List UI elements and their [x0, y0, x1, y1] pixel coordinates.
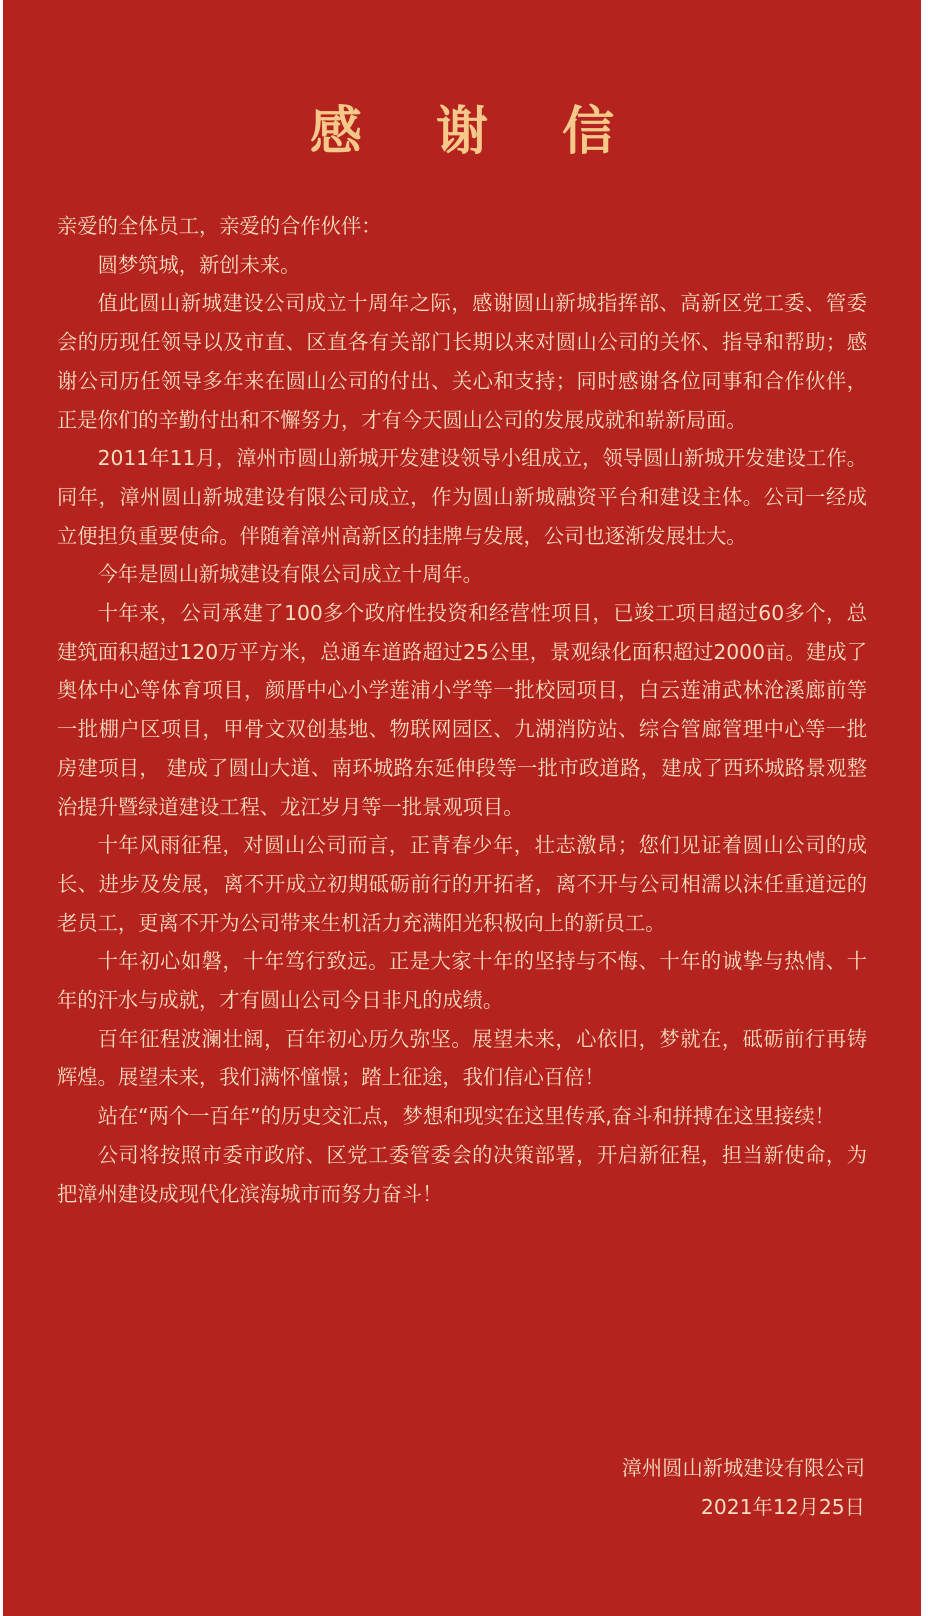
letter-salutation: 亲爱的全体员工，亲爱的合作伙伴：	[57, 214, 382, 238]
letter-paragraph: 2011年11月，漳州市圆山新城开发建设领导小组成立，领导圆山新城开发建设工作。同年，漳州圆山新城建设有限公司成立，作为圆山新城融资平台和建设主体。公司一经成立便担负重要使命。伴随着漳州高新区的挂牌与发展，公司也逐渐发展壮大。	[57, 446, 867, 548]
letter-paragraph: 今年是圆山新城建设有限公司成立十周年。	[97, 562, 483, 587]
letter-paragraph: 圆梦筑城，新创未来。	[97, 252, 301, 277]
thank-you-letter	[3, 0, 921, 1616]
letter-body	[57, 207, 867, 1213]
letter-signature	[622, 1449, 865, 1526]
letter-title: 感 谢 信	[309, 102, 643, 162]
letter-paragraph: 公司将按照市委市政府、区党工委管委会的决策部署，开启新征程，担当新使命，为把漳州建设成现代化滨海城市而努力奋斗！	[57, 1142, 867, 1206]
letter-paragraph: 站在“两个一百年”的历史交汇点，梦想和现实在这里传承,奋斗和拼搏在这里接续！	[97, 1104, 835, 1129]
letter-paragraph: 十年来，公司承建了100多个政府性投资和经营性项目，已竣工项目超过60多个，总建筑面积超过120万平方米，总通车道路超过25公里，景观绿化面积超过2000亩。建成了奥体中心等体育项目，颜厝中心小学莲浦小学等一批校园项目，白云莲浦武林沧溪廊前等一批棚户区项目，甲骨文双创基地、物联网园区、九湖消防站、综合管廊管理中心等一批房建项目， 建成了圆山大道、南环城路东延伸段等一批市政道路，建成了西环城路景观整治提升暨绿道建设工程、龙江岁月等一批景观项目。	[57, 601, 867, 819]
letter-paragraph: 百年征程波澜壮阔，百年初心历久弥坚。展望未来，心依旧，梦就在，砥砺前行再铸辉煌。展望未来，我们满怀憧憬；踏上征途，我们信心百倍！	[57, 1026, 867, 1090]
signature-company: 漳州圆山新城建设有限公司	[621, 1456, 865, 1480]
letter-paragraph: 十年风雨征程，对圆山公司而言，正青春少年，壮志激昂；您们见证着圆山公司的成长、进步及发展，离不开成立初期砥砺前行的开拓者，离不开与公司相濡以沫任重道远的老员工，更离不开为公司带来生机活力充满阳光积极向上的新员工。	[57, 833, 867, 935]
letter-paragraph: 值此圆山新城建设公司成立十周年之际，感谢圆山新城指挥部、高新区党工委、管委会的历现任领导以及市直、区直各有关部门长期以来对圆山公司的关怀、指导和帮助；感谢公司历任领导多年来在圆山公司的付出、关心和支持；同时感谢各位同事和合作伙伴，正是你们的辛勤付出和不懈努力，才有今天圆山公司的发展成就和崭新局面。	[57, 291, 867, 432]
letter-paragraph: 十年初心如磐，十年笃行致远。正是大家十年的坚持与不悔、十年的诚挚与热情、十年的汗水与成就，才有圆山公司今日非凡的成绩。	[57, 949, 867, 1013]
signature-date: 2021年12月25日	[700, 1494, 865, 1519]
